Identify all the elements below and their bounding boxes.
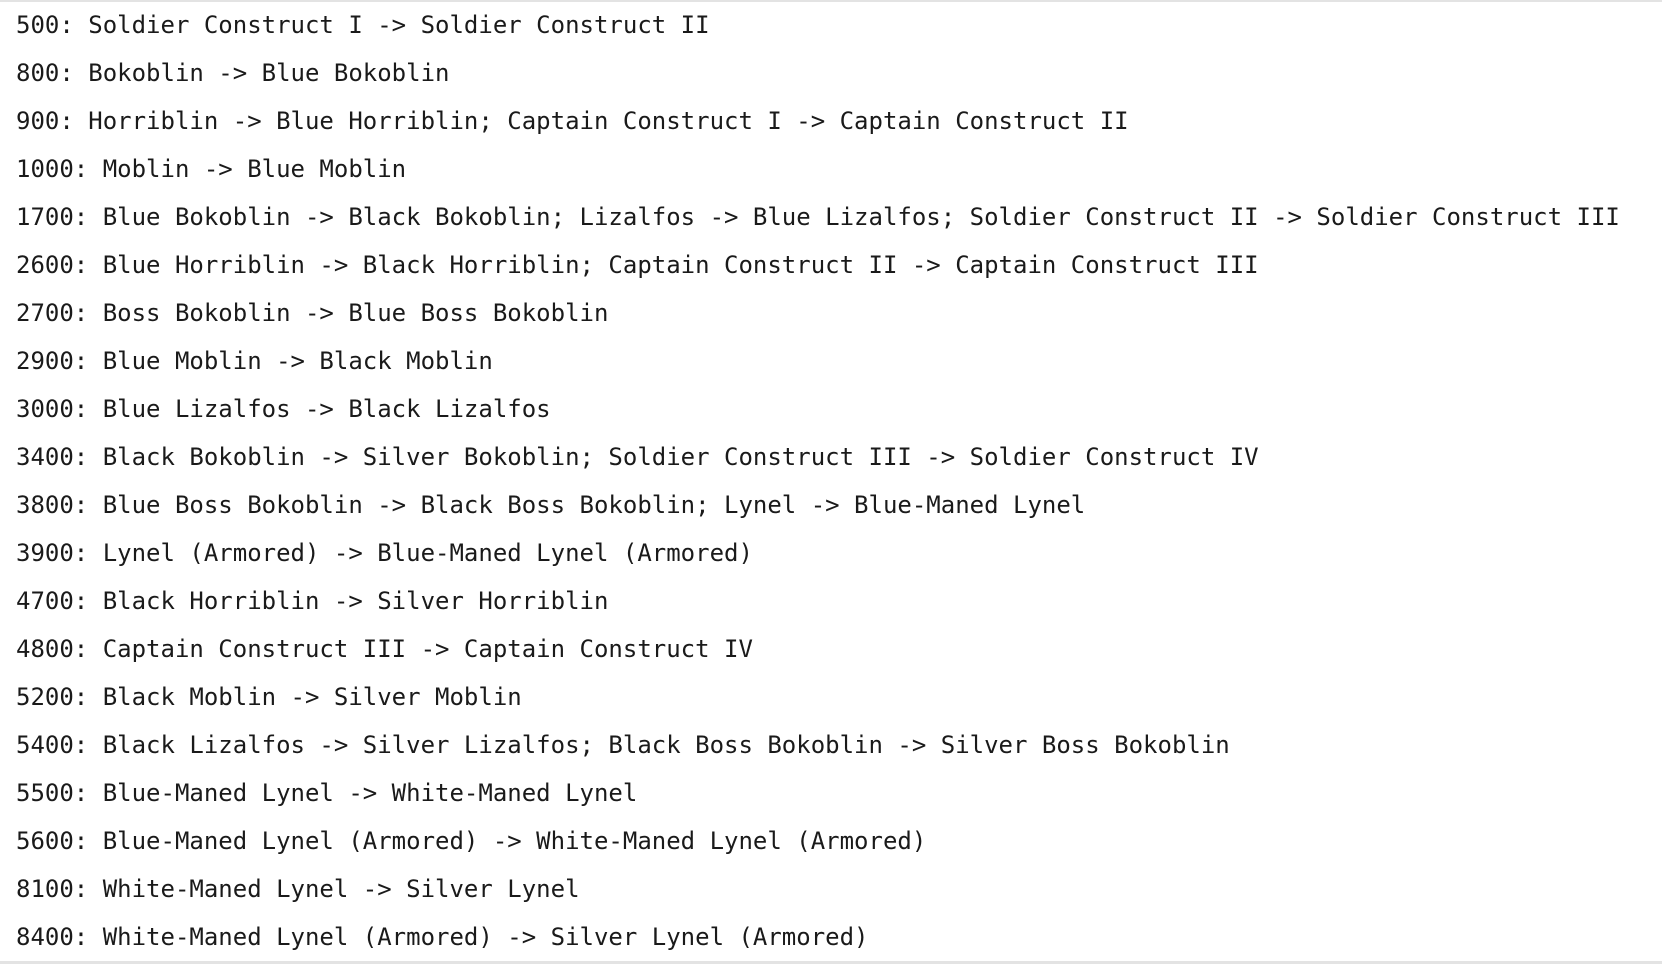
text-output [16,8,1620,968]
text-line: 5400: Black Lizalfos -> Silver Lizalfos; Black Boss Bokoblin -> Silver Boss Bokoblin [16,731,1230,759]
text-line: 500: Soldier Construct I -> Soldier Construct II [16,11,710,39]
text-line: 3900: Lynel (Armored) -> Blue-Maned Lynel (Armored) [16,539,753,567]
text-line: 1700: Blue Bokoblin -> Black Bokoblin; Lizalfos -> Blue Lizalfos; Soldier Construct II -> Soldier Construct III [16,203,1620,231]
text-line: 4700: Black Horriblin -> Silver Horriblin [16,587,609,615]
text-line: 2600: Blue Horriblin -> Black Horriblin; Captain Construct II -> Captain Construct III [16,251,1259,279]
text-line: 5200: Black Moblin -> Silver Moblin [16,683,522,711]
text-line: 4800: Captain Construct III -> Captain Construct IV [16,635,753,663]
text-line: 800: Bokoblin -> Blue Bokoblin [16,59,450,87]
text-line: 3800: Blue Boss Bokoblin -> Black Boss Bokoblin; Lynel -> Blue-Maned Lynel [16,491,1086,519]
text-line: 5600: Blue-Maned Lynel (Armored) -> White-Maned Lynel (Armored) [16,827,927,855]
text-line: 5500: Blue-Maned Lynel -> White-Maned Lynel [16,779,638,807]
text-line: 2900: Blue Moblin -> Black Moblin [16,347,493,375]
text-line: 8400: White-Maned Lynel (Armored) -> Silver Lynel (Armored) [16,923,869,951]
text-line: 3400: Black Bokoblin -> Silver Bokoblin; Soldier Construct III -> Soldier Construct IV [16,443,1259,471]
top-divider [0,0,1662,2]
text-line: 8100: White-Maned Lynel -> Silver Lynel [16,875,580,903]
text-line: 2700: Boss Bokoblin -> Blue Boss Bokoblin [16,299,609,327]
text-line: 3000: Blue Lizalfos -> Black Lizalfos [16,395,551,423]
text-line: 1000: Moblin -> Blue Moblin [16,155,407,183]
text-line: 900: Horriblin -> Blue Horriblin; Captain Construct I -> Captain Construct II [16,107,1129,135]
